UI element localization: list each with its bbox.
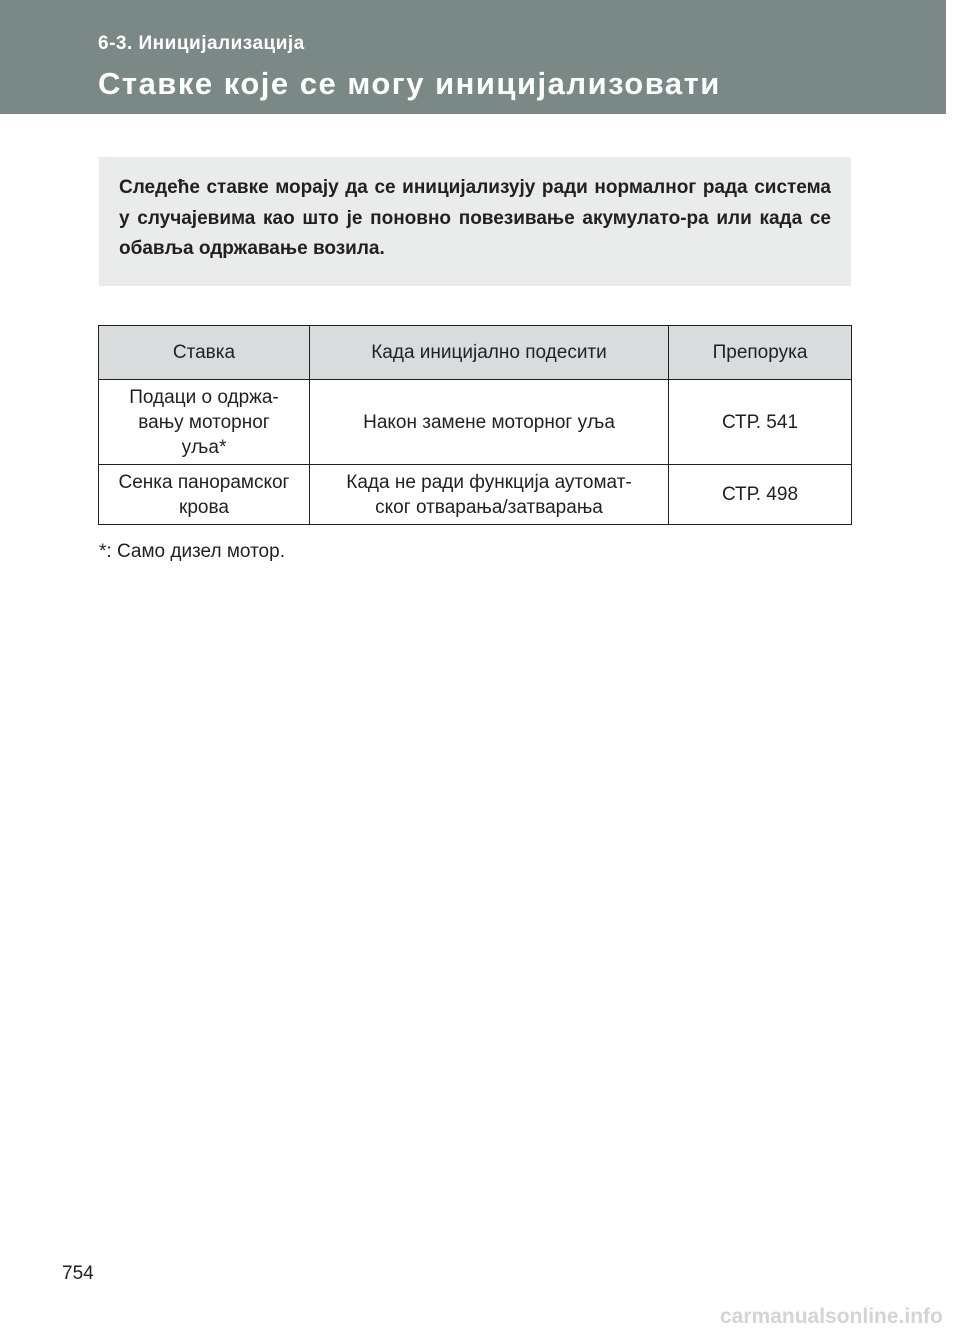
initialization-table (98, 325, 852, 525)
column-header-when: Када иницијално подесити (310, 326, 669, 380)
watermark: carmanualsonline.info (720, 1305, 943, 1328)
table-row (99, 380, 852, 465)
cell-item: Подаци о одржа- вању моторног уља* (99, 380, 310, 465)
page-title: Ставке које се могу иницијализовати (98, 66, 721, 101)
page-number: 754 (62, 1263, 94, 1284)
intro-text: Следеће ставке морају да се иницијализују ради нормалног рада система у случајевима као што је поновно повезивање акумулато-ра или када се обавља одржавање возила. (119, 177, 831, 259)
cell-page-reference: СТР. 498 (669, 465, 852, 525)
column-header-recommendation: Препорука (669, 326, 852, 380)
cell-when: Након замене моторног уља (310, 380, 669, 465)
cell-when: Када не ради функција аутомат- ског отварања/затварања (310, 465, 669, 525)
table-row (99, 465, 852, 525)
cell-item: Сенка панорамског крова (99, 465, 310, 525)
section-label: 6-3. Иницијализација (98, 33, 305, 54)
table-header-row (99, 326, 852, 380)
footnote: *: Само дизел мотор. (99, 541, 285, 562)
intro-box (99, 157, 851, 286)
cell-page-reference: СТР. 541 (669, 380, 852, 465)
header-band (0, 0, 946, 114)
column-header-item: Ставка (99, 326, 310, 380)
